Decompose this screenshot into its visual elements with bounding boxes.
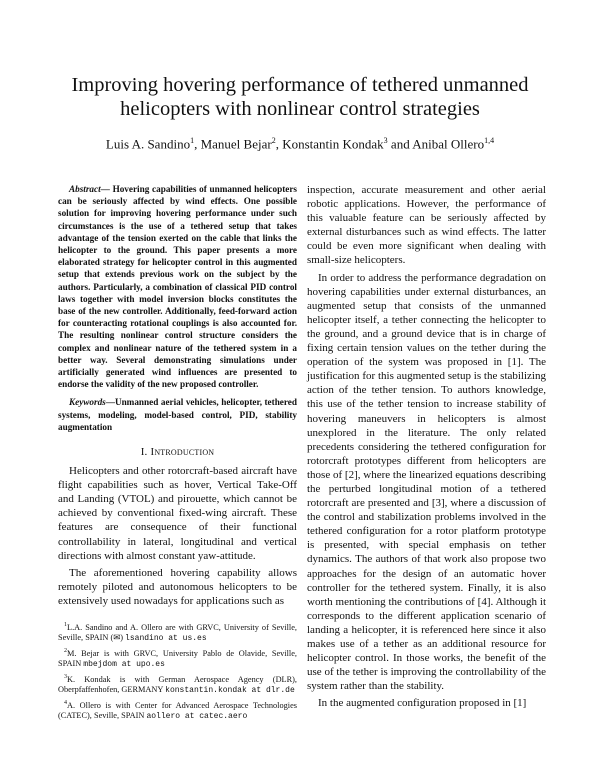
author-affiliation-marker: 2 (271, 136, 276, 145)
author-name: Manuel Bejar (200, 136, 272, 152)
paper-title: Improving hovering performance of tethered unmanned helicopters with nonlinear control strategies (71, 74, 529, 120)
footnote-marker: 4 (64, 699, 67, 706)
footnotes (58, 620, 297, 723)
keywords-text: —Unmanned aerial vehicles, helicopter, tethered systems, modeling, model-based control, PID, stability augmentation (58, 397, 297, 432)
author-affiliation-marker: 1 (190, 136, 195, 145)
footnote-text: M. Bejar is with GRVC, University Pablo de Olavide, Seville, SPAIN (58, 648, 297, 669)
footnote-text-tail: ) (120, 633, 126, 643)
author-line: Luis A. Sandino$^1$, Manuel Bejar$^2$, Konstantin Kondak$^3$ and Anibal Ollero$^{1,4}$ (105, 136, 495, 152)
author-affiliation-marker: 3 (383, 136, 388, 145)
footnote-text: A. Ollero is with Center for Advanced Aerospace Technologies (CATEC), Seville, SPAIN (58, 700, 297, 721)
footnote-marker: 1 (64, 622, 67, 628)
author-affiliation-marker: 1,4 (484, 136, 495, 145)
footnote (58, 620, 297, 645)
keywords-label: Keywords (69, 397, 106, 408)
footnote-email: aollero at catec.aero (146, 712, 248, 722)
abstract (58, 183, 297, 390)
body-paragraph: In the augmented configuration proposed in [1] (318, 697, 527, 710)
keywords (58, 396, 297, 433)
footnote (58, 698, 297, 723)
footnote-email: lsandino at us.es (125, 634, 207, 644)
author-name: Anibal Ollero (412, 136, 485, 152)
footnote-marker: 3 (64, 673, 67, 680)
body-paragraph: Helicopters and other rotorcraft-based aircraft have flight capabilities such as hover, Vertical Take-Off and Landing (VTOL) and pirouette, which cannot be achieved by conventional fixed-wing aircraft. These features are consequence of their functional controllability in lateral, longitudinal and vertical directions with almost constant yaw-attitude. (58, 465, 297, 562)
footnote (58, 646, 297, 671)
author-name: Konstantin Kondak (282, 136, 384, 152)
section-heading-introduction (58, 446, 297, 458)
footnote-email: konstantin.kondak at dlr.de (165, 686, 295, 696)
abstract-label: Abstract (69, 184, 101, 194)
body-paragraph: The aforementioned hovering capability allows remotely piloted and autonomous helicopters to be extensively used nowadays for applications such as (58, 566, 297, 607)
section-number: I. (140, 446, 151, 459)
footnote (58, 672, 297, 697)
section-title: Introduction (150, 446, 215, 459)
right-column (307, 183, 546, 710)
footnote-email: mbejdom at upo.es (83, 660, 165, 670)
footnote-text: K. Kondak is with German Aerospace Agency (DLR), Oberpfaffenhofen, GERMANY (58, 674, 297, 695)
body-paragraph: inspection, accurate measurement and other aerial robotic applications. However, the performance of this valuable feature can be seriously affected by external disturbances such as wind effects. The latter could be even more significant when dealing with small-size helicopters. (307, 184, 546, 267)
envelope-icon: ✉ (113, 633, 121, 643)
left-column (58, 183, 297, 724)
body-paragraph: In order to address the performance degradation on hovering capabilities under external disturbances, an augmented setup that consists of the unmanned helicopter itself, a tether connecting the helicopter to the ground, and a ground device that is in charge of fixing certain tension values on the tether during the operation of the system was proposed in [1]. The justification for this augmented setup is the stabilizing action of the tether tension. To authors knowledge, this use of the tether tension to increase stability of hovering maneuvers in helicopters is almost unexplored in the literature. The only related precedents considering the tethered configuration for rotorcraft prototypes different from helicopters are those of [2], where the linearized equations describing the perturbed longitudinal motion of a tethered rotorcraft are presented and [3], where a discussion of the control and stabilization problems involved in the tethered configuration for a rotor platform prototype is presented, with special emphasis on tether dynamics. The authors of that work also propose two approaches for the design of an automatic hover controller for the tethered system. Finally, it is also worth mentioning the contributions of [4]. Although it corresponds to the different application scenario of landing a helicopter, it is referenced here since it also makes use of a tether as an additional resource for helicopter control. In those works, the benefit of the use of the tether is improving the controllability of the system rather than the stability. (307, 271, 546, 693)
footnote-marker: 2 (64, 647, 67, 654)
footnote-text: L.A. Sandino and A. Ollero are with GRVC, University of Seville, Seville, SPAIN ( (58, 622, 297, 643)
abstract-text: — Hovering capabilities of unmanned helicopters can be seriously affected by wind effects. One possible solution for improving hovering performance under such circumstances is the use of a tethered setup that takes advantage of the tension exerted on the cable that links the helicopter to the ground. This paper presents a more elaborated strategy for helicopter control in this augmented setup that extends previous work on the subject by the authors. Particularly, a combination of classical PID control laws together with model inversion blocks constitutes the base of the new controller. Additionally, feed-forward action for counteracting rotational couplings is also accounted for. The resulting nonlinear control structure considers the complex and nonlinear nature of the tethered system in a better way. Several demonstrating simulations under artificially generated wind influences are presented to endorse the validity of the new proposed controller. (58, 184, 297, 390)
author-name: Luis A. Sandino (105, 136, 191, 152)
